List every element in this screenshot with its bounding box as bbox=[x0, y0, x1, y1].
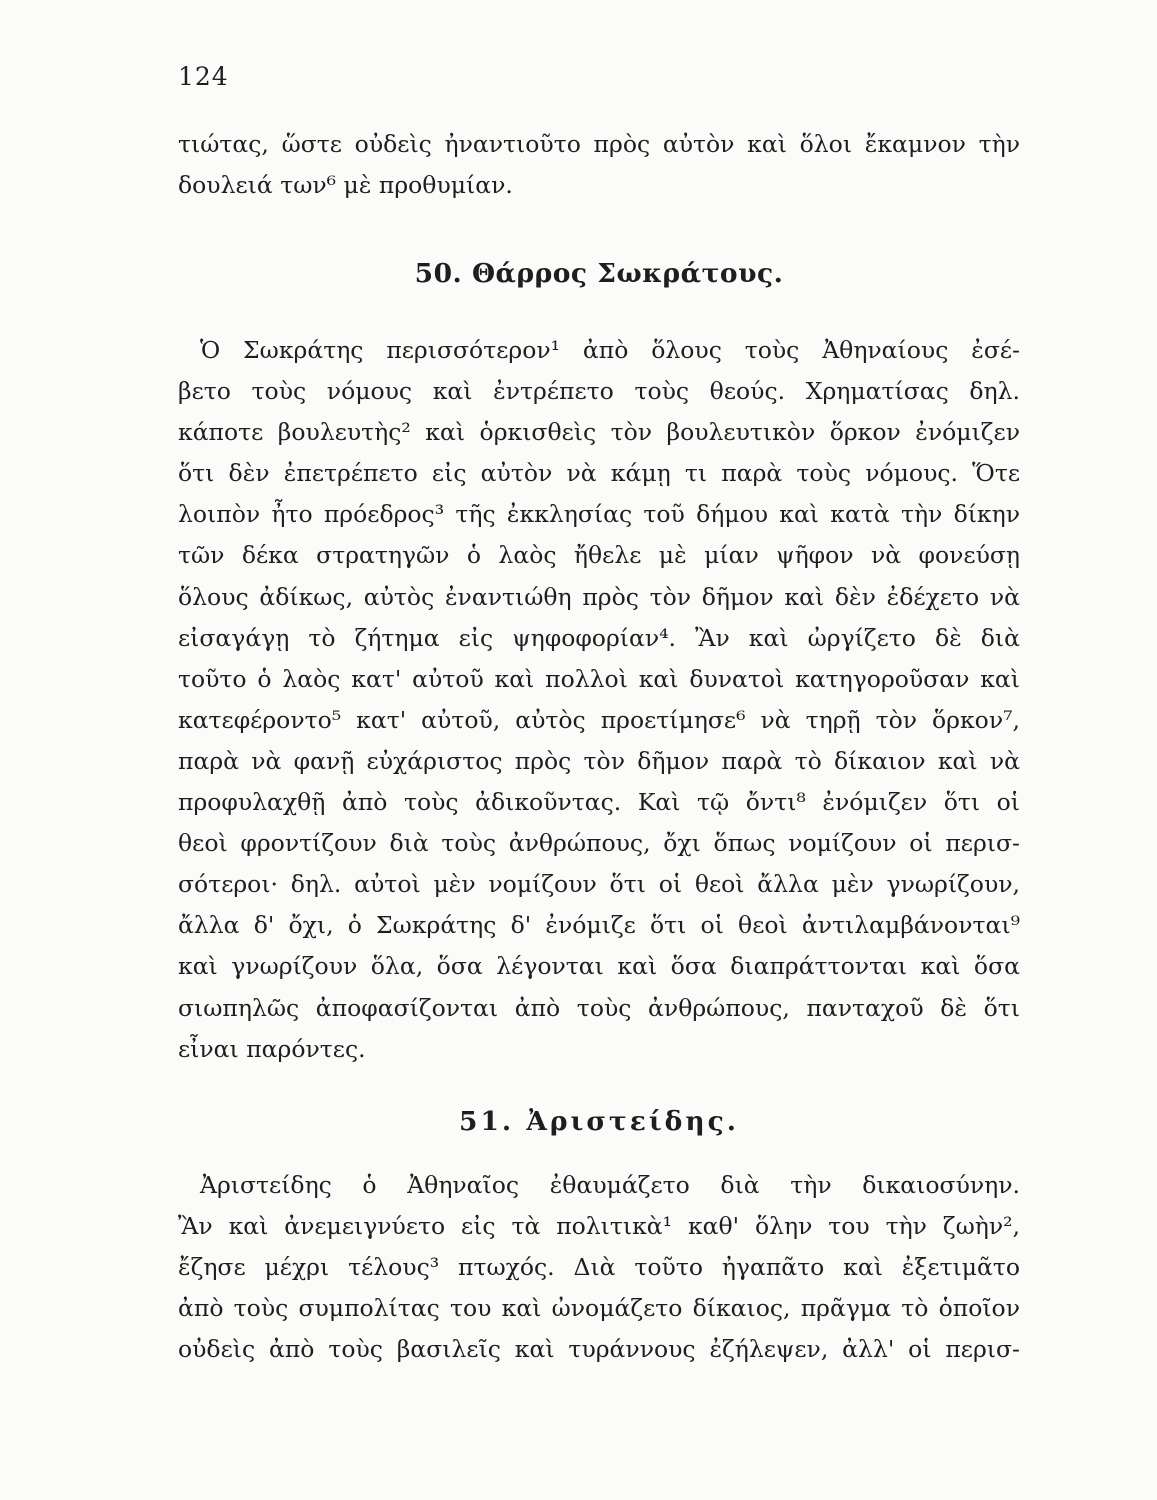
text-line: τιώτας, ὥστε οὐδεὶς ἠναντιοῦτο πρὸς αὐτὸν καὶ ὅλοι ἔκαμνον τὴν bbox=[178, 130, 1020, 158]
text-line: ἄλλα δ' ὄχι, ὁ Σωκράτης δ' ἐνόμιζε ὅτι οἱ θεοὶ ἀντιλαμβάνονται⁹ bbox=[178, 911, 1020, 940]
section-51-paragraph bbox=[178, 1165, 1020, 1370]
text-line: δουλειά των⁶ μὲ προθυμίαν. bbox=[178, 171, 513, 200]
text-line: ὅτι δὲν ἐπετρέπετο εἰς αὐτὸν νὰ κάμῃ τι παρὰ τοὺς νόμους. Ὅτε bbox=[178, 459, 1020, 488]
text-line: Ἂν καὶ ἀνεμειγνύετο εἰς τὰ πολιτικὰ¹ καθ' ὅλην του τὴν ζωὴν², bbox=[178, 1212, 1020, 1241]
text-line: εἶναι παρόντες. bbox=[178, 1034, 366, 1063]
text-line: σιωπηλῶς ἀποφασίζονται ἀπὸ τοὺς ἀνθρώπους, πανταχοῦ δὲ ὅτι bbox=[178, 993, 1020, 1022]
text-line: εἰσαγάγῃ τὸ ζήτημα εἰς ψηφοφορίαν⁴. Ἂν καὶ ὠργίζετο δὲ διὰ bbox=[178, 623, 1020, 652]
text-line: ὅλους ἀδίκως, αὐτὸς ἐναντιώθη πρὸς τὸν δῆμον καὶ δὲν ἐδέχετο νὰ bbox=[178, 582, 1020, 611]
section-50-paragraph bbox=[178, 330, 1020, 1070]
text-line: λοιπὸν ἦτο πρόεδρος³ τῆς ἐκκλησίας τοῦ δήμου καὶ κατὰ τὴν δίκην bbox=[178, 500, 1020, 529]
text-line: τῶν δέκα στρατηγῶν ὁ λαὸς ἤθελε μὲ μίαν ψῆφον νὰ φονεύσῃ bbox=[178, 541, 1020, 570]
section-heading-51: 51. Ἀριστείδης. bbox=[459, 1106, 739, 1137]
text-line: Ἀριστείδης ὁ Ἀθηναῖος ἐθαυμάζετο διὰ τὴν δικαιοσύνην. bbox=[200, 1171, 1020, 1199]
text-line: ἀπὸ τοὺς συμπολίτας του καὶ ὠνομάζετο δίκαιος, πρᾶγμα τὸ ὁποῖον bbox=[178, 1294, 1020, 1323]
text-line: βετο τοὺς νόμους καὶ ἐντρέπετο τοὺς θεούς. Χρηματίσας δηλ. bbox=[178, 377, 1020, 406]
text-line: κάποτε βουλευτὴς² καὶ ὁρκισθεὶς τὸν βουλευτικὸν ὅρκον ἐνόμιζεν bbox=[178, 418, 1020, 447]
text-line: θεοὶ φροντίζουν διὰ τοὺς ἀνθρώπους, ὄχι ὅπως νομίζουν οἱ περισ- bbox=[178, 829, 1020, 858]
continuation-paragraph bbox=[178, 124, 1020, 206]
text-line: καὶ γνωρίζουν ὅλα, ὅσα λέγονται καὶ ὅσα διαπράττονται καὶ ὅσα bbox=[178, 952, 1020, 981]
text-line: ἔζησε μέχρι τέλους³ πτωχός. Διὰ τοῦτο ἠγαπᾶτο καὶ ἐξετιμᾶτο bbox=[178, 1253, 1020, 1282]
text-line: κατεφέροντο⁵ κατ' αὐτοῦ, αὐτὸς προετίμησε⁶ νὰ τηρῇ τὸν ὅρκον⁷, bbox=[178, 705, 1020, 734]
page-number: 124 bbox=[178, 62, 229, 91]
text-line: σότεροι· δηλ. αὐτοὶ μὲν νομίζουν ὅτι οἱ θεοὶ ἄλλα μὲν γνωρίζουν, bbox=[178, 870, 1020, 899]
section-heading-50: 50. Θάρρος Σωκράτους. bbox=[414, 258, 784, 289]
text-line: προφυλαχθῇ ἀπὸ τοὺς ἀδικοῦντας. Καὶ τῷ ὄντι⁸ ἐνόμιζεν ὅτι οἱ bbox=[178, 788, 1020, 817]
text-line: Ὁ Σωκράτης περισσότερον¹ ἀπὸ ὅλους τοὺς Ἀθηναίους ἐσέ- bbox=[200, 336, 1020, 364]
text-line: παρὰ νὰ φανῇ εὐχάριστος πρὸς τὸν δῆμον παρὰ τὸ δίκαιον καὶ νὰ bbox=[178, 746, 1020, 775]
text-line: οὐδεὶς ἀπὸ τοὺς βασιλεῖς καὶ τυράννους ἐζήλεψεν, ἀλλ' οἱ περισ- bbox=[178, 1335, 1020, 1364]
text-line: τοῦτο ὁ λαὸς κατ' αὐτοῦ καὶ πολλοὶ καὶ δυνατοὶ κατηγοροῦσαν καὶ bbox=[178, 664, 1020, 693]
